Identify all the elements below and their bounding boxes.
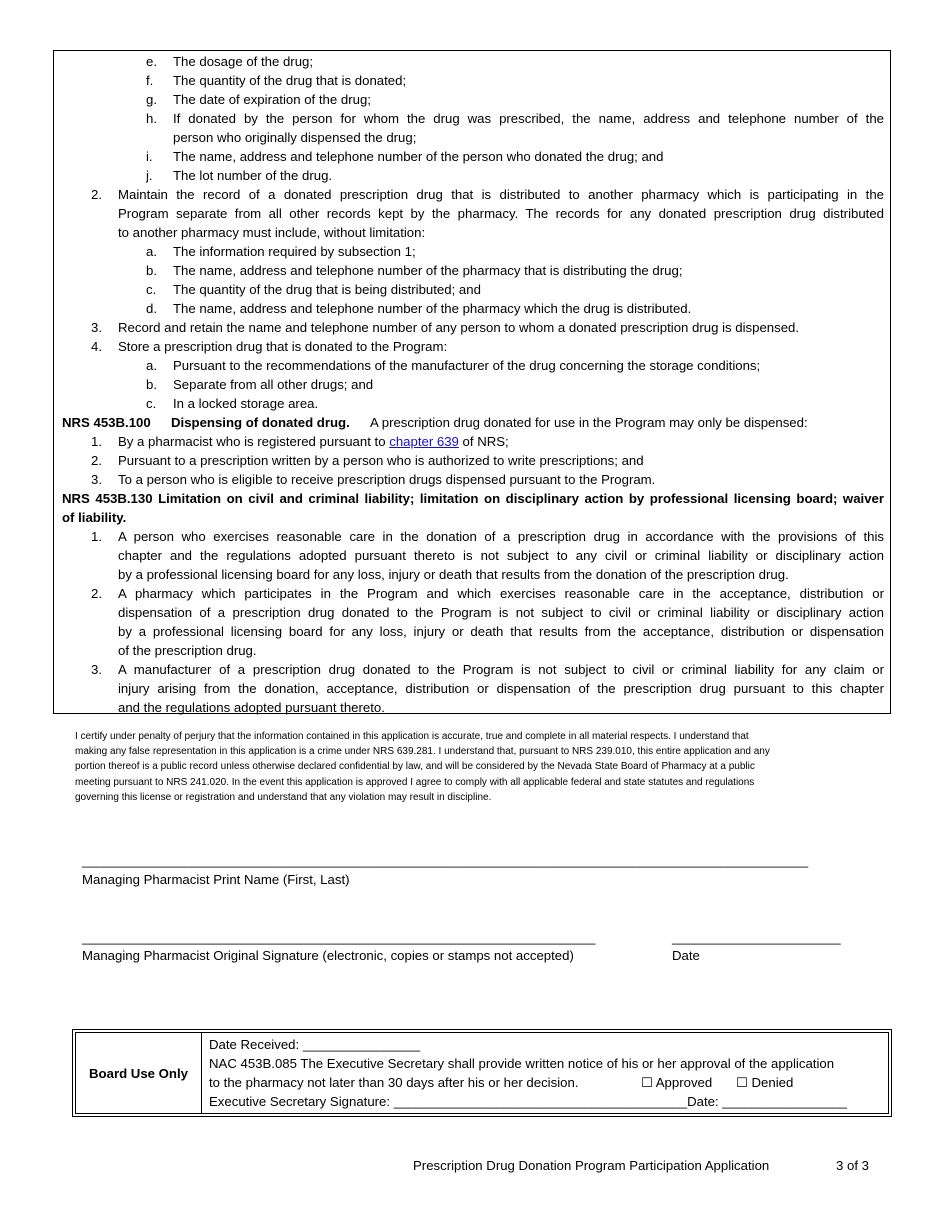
statute-text-box: e. The dosage of the drug; f. The quantity of the drug that is donated; g. The date of expiration of the drug; h. If donated by the person for whom the drug was prescribed, the name, address and telephone number of the person who originally dispensed the drug; i. The name, address and telephone number of the person who donated the drug; and j. The lot number of the drug. 2. Maintain the record of a donated prescription drug that is distributed to another pharmacy which is participating in the Program separate from all other records kept by the pharmacy. The records for any donated prescription drug distributed to another pharmacy must include, without limitation: a. The information required by subsection 1; b. The name, address and telephone number of the pharmacy that is distributing the drug; c. The quantity of the drug that is being distributed; and d. The name, address and telephone number of the pharmacy which the drug is distributed. 3. Record and retain the name and telephone number of any person to whom a donated prescription drug is dispensed. 4. Store a prescription drug that is donated to the Program: a. Pursuant to the recommendations of the manufacturer of the drug concerning the storage conditions; b. Separate from all other drugs; and c. In a locked storage area. NRS 453B.100 Dispensing of donated drug. A prescription drug donated for use in the Program may only be dispensed: 1. By a pharmacist who is registered pursuant to chapter 639 of NRS; 2. Pursuant to a prescription written by a person who is authorized to write prescriptions; and 3. To a person who is eligible to receive prescription drugs dispensed pursuant to the Program. NRS 453B.130 Limitation on civil and criminal liability; limitation on disciplinary action by professional licensing board; waiver of liability. 1. A person who exercises reasonable care in the donation of a prescription drug in accordance with the provisions of this chapter and the regulations adopted pursuant thereto is not subject to any civil or criminal liability or disciplinary action by a professional licensing board for any loss, injury or death that results from the donation of the prescription drug. 2. A pharmacy which participates in the Program and which exercises reasonable care in the acceptance, distribution or dispensation of a prescription drug donated to the Program is not subject to civil or criminal liability or disciplinary action by a professional licensing board for any loss, injury or death that results from the acceptance, distribution or dispensation of the prescription drug. 3. A manufacturer of a prescription drug donated to the Program is not subject to civil or criminal liability for any claim or injury arising from the donation, acceptance, distribution or dispensation of the prescription drug pursuant to this chapter and the regulations adopted pursuant thereto.	[53, 50, 891, 714]
list-item-text: Maintain the record of a donated prescription drug that is distributed to another pharmacy which is participating in the	[118, 187, 884, 202]
certification-line: meeting pursuant to NRS 241.020. In the event this application is approved I agree to comply with all applicable federal and state statutes and regulations	[75, 776, 755, 788]
executive-secretary-signature-field[interactable]: Executive Secretary Signature: ________________________________________Date: _________________	[209, 1094, 847, 1109]
list-item-text: by a professional licensing board for any loss, injury or death that results from the acceptance, distribution or dispensation	[118, 624, 884, 639]
list-item-text: A manufacturer of a prescription drug donated to the Program is not subject to civil or criminal liability for any claim or	[118, 662, 884, 677]
nac-notice-line-2: to the pharmacy not later than 30 days after his or her decision. ☐ Approved ☐ Denied	[209, 1075, 794, 1090]
signature-label: Managing Pharmacist Original Signature (electronic, copies or stamps not accepted)	[82, 948, 574, 963]
chapter-639-link[interactable]: chapter 639	[389, 434, 459, 449]
board-use-only-box	[72, 1029, 892, 1117]
date-label: Date	[672, 948, 700, 963]
certification-line: portion thereof is a public record unless otherwise declared confidential by law, and will be considered by the Nevada State Board of Pharmacy at a public	[75, 761, 755, 773]
certification-line: governing this license or registration and understand that any violation may result in discipline.	[75, 791, 492, 803]
list-item-text: and the regulations adopted pursuant thereto.	[118, 700, 385, 715]
list-item-text: person who originally dispensed the drug;	[173, 130, 417, 145]
list-marker: 2.	[91, 187, 102, 202]
list-item-text: injury arising from the donation, acceptance, distribution or dispensation of the prescription drug pursuant to this chapter	[118, 681, 884, 696]
certification-line: I certify under penalty of perjury that the information contained in this application is accurate, true and complete in all material respects. I understand that	[75, 731, 749, 742]
list-item-text: A pharmacy which participates in the Program and which exercises reasonable care in the acceptance, distribution or	[118, 586, 884, 601]
date-received-field[interactable]: Date Received: ________________	[209, 1037, 421, 1052]
page-number: 3 of 3	[836, 1158, 869, 1173]
footer-title: Prescription Drug Donation Program Participation Application	[413, 1158, 770, 1173]
print-name-field[interactable]: ___________________________________________________________________________________________________	[82, 853, 809, 868]
list-marker: 2.	[91, 586, 102, 601]
list-item-text: by a professional licensing board for any loss, injury or death that results from the donation of the prescription drug.	[118, 567, 789, 582]
list-item-text: chapter and the regulations adopted pursuant thereto is not subject to any civil or criminal liability or disciplinary action	[118, 548, 884, 563]
list-item-text: to another pharmacy must include, without limitation:	[118, 225, 426, 240]
divider	[201, 1033, 202, 1113]
list-marker: 3.	[91, 662, 102, 677]
date-field[interactable]: _______________________	[672, 930, 841, 945]
list-item-text: of the prescription drug.	[118, 643, 257, 658]
list-item-text: A person who exercises reasonable care in the donation of a prescription drug in accordance with the provisions of this	[118, 529, 884, 544]
nrs-453b-130-heading-cont: of liability.	[62, 510, 127, 525]
checkbox-icon: ☐	[641, 1075, 653, 1090]
nrs-453b-130-heading: NRS 453B.130 Limitation on civil and criminal liability; limitation on disciplinary action by professional licensing board; waiver	[62, 491, 884, 506]
list-marker: 1.	[91, 529, 102, 544]
approved-checkbox[interactable]: ☐ Approved	[641, 1075, 713, 1090]
list-item-text: If donated by the person for whom the drug was prescribed, the name, address and telephone number of the	[173, 111, 884, 126]
checkbox-icon: ☐	[736, 1075, 748, 1090]
list-item-text: Program separate from all other records kept by the pharmacy. The records for any donated prescription drug distributed	[118, 206, 884, 221]
print-name-label: Managing Pharmacist Print Name (First, Last)	[82, 872, 350, 887]
board-use-only-label: Board Use Only	[89, 1065, 188, 1081]
denied-checkbox[interactable]: ☐ Denied	[736, 1075, 794, 1090]
certification-line: making any false representation in this application is a crime under NRS 639.281. I understand that, pursuant to NRS 239.010, this entire application and any	[75, 746, 770, 758]
nac-notice-line: NAC 453B.085 The Executive Secretary shall provide written notice of his or her approval of the application	[209, 1056, 835, 1071]
signature-field[interactable]: ______________________________________________________________________	[82, 930, 596, 945]
list-item-text: dispensation of a prescription drug donated to the Program is not subject to civil or criminal liability or disciplinary action	[118, 605, 884, 620]
